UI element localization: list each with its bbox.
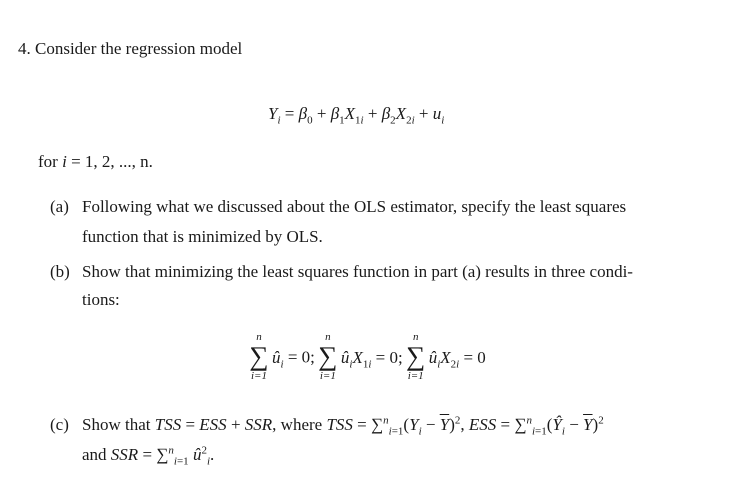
part-c-line1: Show that TSS = ESS + SSR, where TSS = $\sum^n_{i=1}(Y_i - \overline{Y})^2$, ESS = $\sum^n_{i=1}(Ŷ_i - \overline{Y})^2$: [82, 414, 604, 438]
regression-equation: $Y_i = \beta_0 + \beta_1X_{1i} + \beta_2X_{2i} + u_i$: [268, 104, 445, 127]
summation-2: n ∑ i=1: [318, 331, 338, 382]
part-b-line1: Show that minimizing the least squares function in part (a) results in three condi-: [82, 262, 633, 281]
summation-3: n ∑ i=1: [406, 331, 426, 382]
part-b-line2: tions:: [82, 290, 120, 309]
condition-prefix: for: [38, 152, 58, 171]
summation-1: n ∑ i=1: [249, 331, 269, 382]
ols-conditions-equation: n ∑ i=1 $û_i = 0$; n ∑ i=1 $û_iX_{1i} = 0$; n ∑ i=1 $û_iX_{2i} = 0$: [249, 331, 486, 382]
part-c-label: (c): [50, 415, 69, 434]
part-b-label: (b): [50, 262, 70, 281]
condition-range: = 1, 2, ..., n.: [71, 152, 153, 171]
index-condition: for i = 1, 2, ..., n.: [38, 152, 153, 171]
problem-heading: [18, 40, 242, 57]
part-a-line2: function that is minimized by OLS.: [82, 227, 323, 246]
part-a-line1: Following what we discussed about the OLS estimator, specify the least squares: [82, 197, 627, 216]
problem-number: 4.: [18, 39, 31, 58]
problem-intro: Consider the regression model: [35, 39, 243, 58]
part-a-label: (a): [50, 197, 69, 216]
part-c-line2: and SSR = ∑$^n_{i=1}$ $û^2_i$.: [82, 444, 215, 468]
